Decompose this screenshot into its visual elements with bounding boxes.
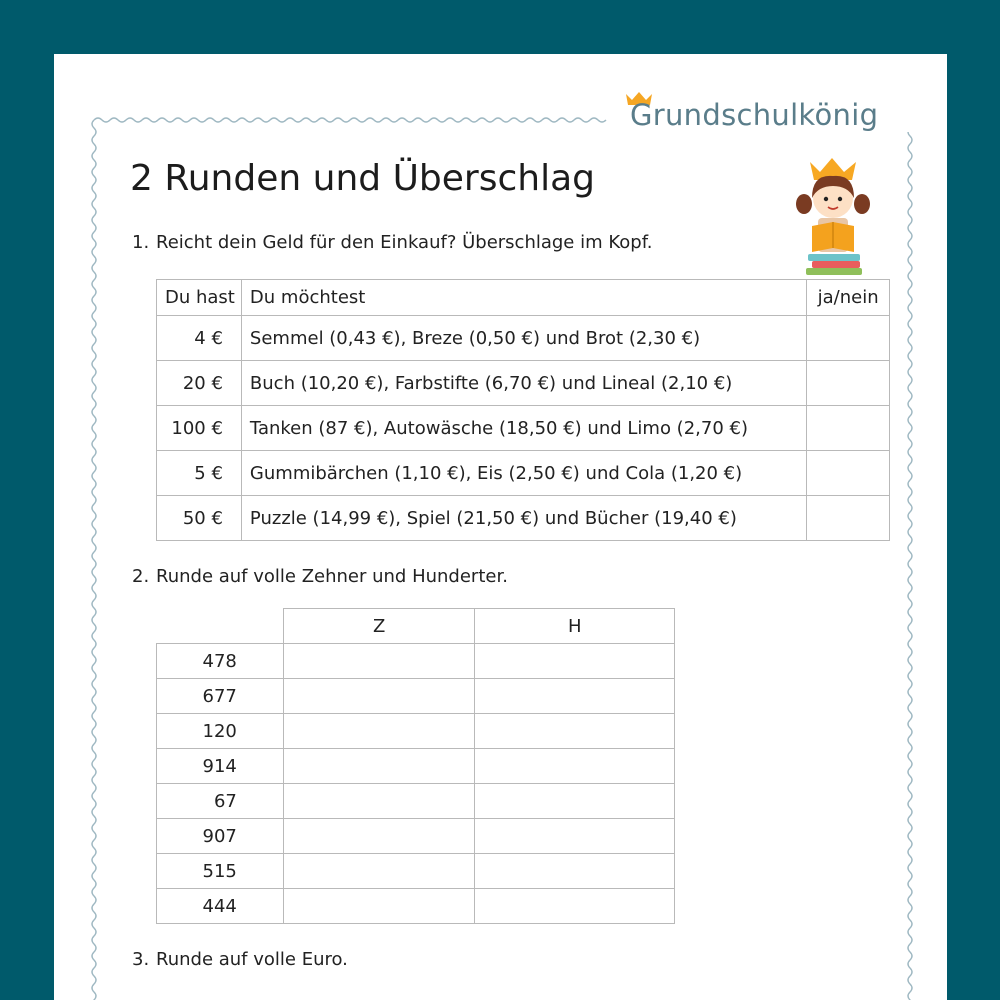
number-cell: 444 [157, 889, 284, 924]
want-cell: Semmel (0,43 €), Breze (0,50 €) und Brot (2,30 €) [241, 316, 806, 361]
task-2-instruction [132, 566, 508, 587]
answer-cell[interactable] [807, 361, 890, 406]
header-ja-nein: ja/nein [807, 280, 890, 316]
have-cell: 100 € [157, 406, 242, 451]
number-cell: 120 [157, 714, 284, 749]
tens-answer-cell[interactable] [283, 784, 475, 819]
want-cell: Puzzle (14,99 €), Spiel (21,50 €) und Bücher (19,40 €) [241, 496, 806, 541]
number-cell: 677 [157, 679, 284, 714]
table-header-row [157, 609, 675, 644]
table-row [157, 496, 890, 541]
have-cell: 50 € [157, 496, 242, 541]
task-text: Reicht dein Geld für den Einkauf? Überschlage im Kopf. [156, 232, 653, 253]
hundreds-answer-cell[interactable] [475, 679, 675, 714]
answer-cell[interactable] [807, 451, 890, 496]
task-3-instruction [132, 949, 348, 970]
have-cell: 20 € [157, 361, 242, 406]
tens-answer-cell[interactable] [283, 749, 475, 784]
number-cell: 907 [157, 819, 284, 854]
have-cell: 5 € [157, 451, 242, 496]
task-1-instruction [132, 232, 652, 253]
tens-answer-cell[interactable] [283, 679, 475, 714]
number-cell: 67 [157, 784, 284, 819]
hundreds-answer-cell[interactable] [475, 889, 675, 924]
header-du-hast: Du hast [157, 280, 242, 316]
hundreds-answer-cell[interactable] [475, 714, 675, 749]
number-cell: 515 [157, 854, 284, 889]
tens-answer-cell[interactable] [283, 714, 475, 749]
table-row [157, 819, 675, 854]
want-cell: Gummibärchen (1,10 €), Eis (2,50 €) und Cola (1,20 €) [241, 451, 806, 496]
header-hunderter: H [475, 609, 675, 644]
hundreds-answer-cell[interactable] [475, 819, 675, 854]
table-row [157, 889, 675, 924]
have-cell: 4 € [157, 316, 242, 361]
budget-table [156, 279, 890, 541]
page-title: 2 Runden und Überschlag [130, 158, 595, 199]
table-row [157, 316, 890, 361]
answer-cell[interactable] [807, 496, 890, 541]
table-row [157, 679, 675, 714]
hundreds-answer-cell[interactable] [475, 749, 675, 784]
worksheet-page [54, 54, 947, 1000]
table-row [157, 714, 675, 749]
task-number: 3. [132, 949, 150, 970]
task-text: Runde auf volle Zehner und Hunderter. [156, 566, 508, 587]
hundreds-answer-cell[interactable] [475, 854, 675, 889]
rounding-table [156, 608, 675, 924]
brand-logo: Grundschulkönig [630, 98, 879, 132]
table-row [157, 451, 890, 496]
want-cell: Tanken (87 €), Autowäsche (18,50 €) und Limo (2,70 €) [241, 406, 806, 451]
table-row [157, 784, 675, 819]
answer-cell[interactable] [807, 406, 890, 451]
hundreds-answer-cell[interactable] [475, 644, 675, 679]
number-cell: 478 [157, 644, 284, 679]
reading-girl-illustration [792, 154, 882, 280]
want-cell: Buch (10,20 €), Farbstifte (6,70 €) und Lineal (2,10 €) [241, 361, 806, 406]
table-row [157, 406, 890, 451]
tens-answer-cell[interactable] [283, 644, 475, 679]
table-header-row [157, 280, 890, 316]
task-number: 2. [132, 566, 150, 587]
header-zehner: Z [283, 609, 475, 644]
empty-corner-cell [157, 609, 284, 644]
answer-cell[interactable] [807, 316, 890, 361]
number-cell: 914 [157, 749, 284, 784]
tens-answer-cell[interactable] [283, 819, 475, 854]
task-text: Runde auf volle Euro. [156, 949, 348, 970]
table-row [157, 644, 675, 679]
tens-answer-cell[interactable] [283, 854, 475, 889]
table-row [157, 749, 675, 784]
table-row [157, 361, 890, 406]
task-number: 1. [132, 232, 150, 253]
table-row [157, 854, 675, 889]
header-du-moechtest: Du möchtest [241, 280, 806, 316]
tens-answer-cell[interactable] [283, 889, 475, 924]
hundreds-answer-cell[interactable] [475, 784, 675, 819]
